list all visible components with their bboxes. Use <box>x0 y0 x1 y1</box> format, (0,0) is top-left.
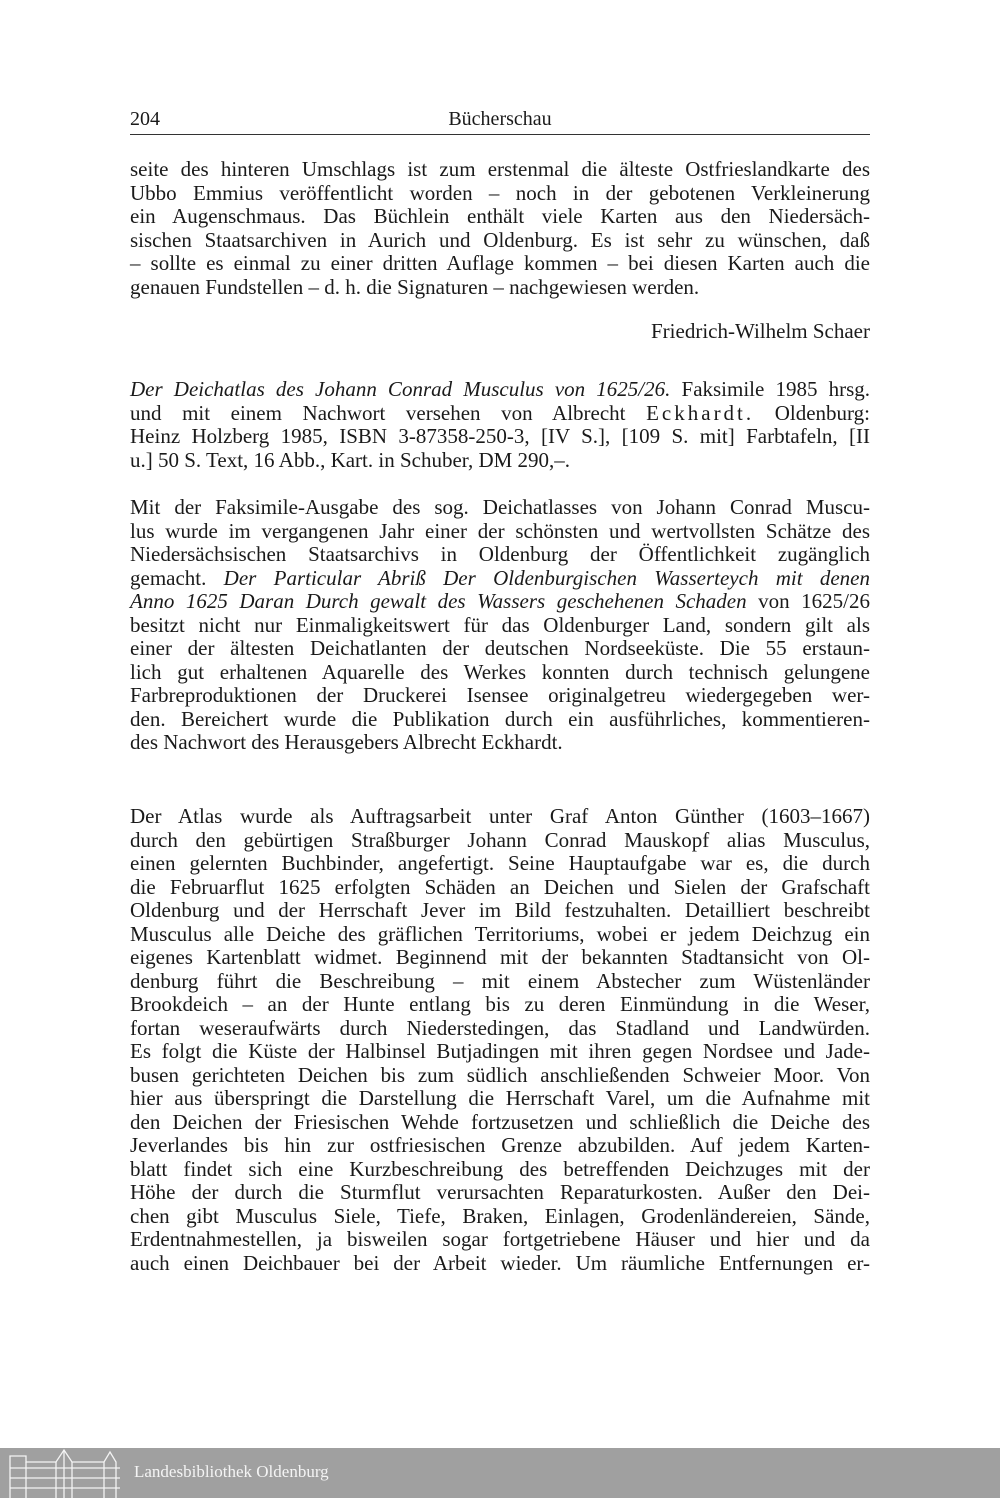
text-segment: Musculus alle Deiche des gräflichen Territoriums, wobei er jedem Deichzug ein <box>130 921 870 946</box>
text-line <box>130 590 870 614</box>
italic-title-text: Anno 1625 Daran Durch gewalt des Wassers geschehenen Schaden <box>130 589 747 613</box>
italic-title-text: Der Particular Abriß Der Oldenburgischen Wasserteych mit denen <box>223 565 870 590</box>
text-segment: Farbreproduktionen der Druckerei Isensee originalgetreu wiedergegeben wer- <box>130 683 870 707</box>
text-line <box>130 1134 870 1158</box>
text-line <box>130 970 870 994</box>
text-segment: Oldenburg: <box>754 400 870 425</box>
text-line <box>130 229 870 253</box>
text-line <box>130 708 870 732</box>
text-segment: Mit der Faksimile-Ausgabe des sog. Deichatlasses von Johann Conrad Muscu- <box>130 495 870 519</box>
text-line <box>130 402 870 426</box>
text-segment: Erdentnahmestellen, ja bisweilen sogar fortgetriebene Häuser und hier und da <box>130 1227 870 1251</box>
paragraph-intro <box>130 496 870 755</box>
text-segment: Oldenburg und der Herrschaft Jever im Bild festzuhalten. Detailliert beschreibt <box>130 898 870 922</box>
text-segment: hier aus überspringt die Darstellung die Herrschaft Varel, um die Aufnahme mit <box>130 1086 870 1110</box>
text-line <box>130 1040 870 1064</box>
text-segment: fortan weseraufwärts durch Niederstedingen, das Stadland und Landwürden. <box>130 1015 870 1040</box>
text-line <box>130 1111 870 1135</box>
text-segment: den Deichen der Friesischen Wehde fortzusetzen und schließlich die Deiche des <box>130 1109 870 1134</box>
text-line <box>130 993 870 1017</box>
text-line <box>130 182 870 206</box>
text-line <box>130 252 870 276</box>
text-line <box>130 1064 870 1088</box>
text-line <box>130 899 870 923</box>
text-segment: Der Atlas wurde als Auftragsarbeit unter Graf Anton Günther (1603–1667) <box>130 804 870 828</box>
paragraph-atlas-description <box>130 805 870 1275</box>
text-segment: Höhe der durch die Sturmflut verursachten Reparaturkosten. Außer den Dei- <box>130 1180 870 1204</box>
library-building-logo <box>6 1448 124 1498</box>
text-segment: busen gerichteten Deichen bis zum südlich anschließenden Schweier Moor. Von <box>130 1062 870 1087</box>
text-segment: ein Augenschmaus. Das Büchlein enthält viele Karten aus den Niedersäch- <box>130 204 870 228</box>
text-segment: gemacht. <box>130 565 224 590</box>
text-line <box>130 520 870 544</box>
text-line <box>130 876 870 900</box>
text-line <box>130 684 870 708</box>
running-header <box>130 106 870 135</box>
text-line <box>130 1181 870 1205</box>
text-segment: seite des hinteren Umschlags ist zum erstenmal die älteste Ostfrieslandkarte des <box>130 157 870 181</box>
text-segment: einen gelernten Buchbinder, angefertigt. Seine Hauptaufgabe war es, die durch <box>130 851 870 875</box>
text-segment: Faksimile 1985 hrsg. <box>670 377 870 401</box>
text-segment: Niedersächsischen Staatsarchivs in Oldenburg der Öffentlichkeit zugänglich <box>130 542 870 566</box>
text-segment: einer der ältesten Deichatlanten der deutschen Nordseeküste. Die 55 erstaun- <box>130 636 870 660</box>
text-segment: von 1625/26 <box>746 589 871 613</box>
text-segment: Heinz Holzberg 1985, ISBN 3-87358-250-3, [IV S.], [109 S. mit] Farbtafeln, [II <box>130 424 870 448</box>
running-title: Bücherschau <box>448 108 552 130</box>
text-segment: Jeverlandes bis hin zur ostfriesischen Grenze abzubilden. Auf jedem Karten- <box>130 1133 870 1157</box>
text-line <box>130 852 870 876</box>
text-line <box>130 661 870 685</box>
text-segment: u.] 50 S. Text, 16 Abb., Kart. in Schuber, DM 290,–. <box>130 447 571 472</box>
text-segment: Ubbo Emmius veröffentlicht worden – noch in der gebotenen Verkleinerung <box>130 180 870 205</box>
text-line <box>130 320 870 344</box>
text-line <box>130 378 870 402</box>
text-segment: eigenes Kartenblatt widmet. Beginnend mit der bekannten Stadtansicht von Ol- <box>130 945 870 969</box>
text-segment: denburg führt die Beschreibung – mit einem Abstecher zum Wüstenländer <box>130 968 870 993</box>
text-segment: Brookdeich – an der Hunte entlang bis zu deren Einmündung in die Weser, <box>130 992 870 1016</box>
text-line <box>130 205 870 229</box>
text-line <box>130 829 870 853</box>
text-line <box>130 567 870 591</box>
text-line <box>130 946 870 970</box>
text-segment: Friedrich-Wilhelm Schaer <box>651 319 870 343</box>
text-segment: lich gut erhaltenen Aquarelle des Werkes konnten durch technisch gelungene <box>130 659 870 684</box>
text-segment: und mit einem Nachwort versehen von Albrecht <box>130 400 647 425</box>
text-segment: besitzt nicht nur Einmaligkeitswert für das Oldenburger Land, sondern gilt als <box>130 612 870 637</box>
text-line <box>130 637 870 661</box>
text-line <box>130 805 870 829</box>
text-line <box>130 1228 870 1252</box>
text-line <box>130 543 870 567</box>
spaced-author-name: Eckhardt. <box>646 400 755 425</box>
page-number: 204 <box>130 108 160 130</box>
text-segment: auch einen Deichbauer bei der Arbeit wieder. Um räumliche Entfernungen er- <box>130 1250 870 1275</box>
text-line <box>130 1158 870 1182</box>
text-line <box>130 923 870 947</box>
text-segment: genauen Fundstellen – d. h. die Signaturen – nachgewiesen werden. <box>130 274 700 299</box>
bibliographic-reference <box>130 378 870 472</box>
text-line <box>130 1017 870 1041</box>
text-line <box>130 731 870 755</box>
text-line <box>130 614 870 638</box>
text-line <box>130 449 870 473</box>
italic-title-text: Der Deichatlas des Johann Conrad Musculus von 1625/26. <box>130 377 671 401</box>
paragraph-review-ending <box>130 158 870 299</box>
text-segment: des Nachwort des Herausgebers Albrecht Eckhardt. <box>130 730 563 754</box>
text-line <box>130 1205 870 1229</box>
reviewer-signature <box>130 320 870 344</box>
text-line <box>130 158 870 182</box>
text-segment: durch den gebürtigen Straßburger Johann Conrad Mauskopf alias Musculus, <box>130 827 870 852</box>
text-segment: chen gibt Musculus Siele, Tiefe, Braken, Einlagen, Grodenländereien, Sände, <box>130 1203 870 1228</box>
text-line <box>130 425 870 449</box>
text-segment: Es folgt die Küste der Halbinsel Butjadingen mit ihren gegen Nordsee und Jade- <box>130 1039 870 1063</box>
text-segment: sischen Staatsarchiven in Aurich und Oldenburg. Es ist sehr zu wünschen, daß <box>130 227 870 252</box>
text-segment: blatt findet sich eine Kurzbeschreibung des betreffenden Deichzuges mit der <box>130 1156 870 1181</box>
text-segment: die Februarflut 1625 erfolgten Schäden an Deichen und Sielen der Grafschaft <box>130 874 870 899</box>
text-line <box>130 1087 870 1111</box>
text-line <box>130 276 870 300</box>
library-footer-bar <box>0 1448 1000 1498</box>
library-name: Landesbibliothek Oldenburg <box>134 1462 329 1481</box>
text-segment: lus wurde im vergangenen Jahr einer der schönsten und wertvollsten Schätze des <box>130 518 870 543</box>
text-line <box>130 1252 870 1276</box>
text-line <box>130 496 870 520</box>
text-segment: den. Bereichert wurde die Publikation durch ein ausführliches, kommentieren- <box>130 706 870 731</box>
text-segment: – sollte es einmal zu einer dritten Auflage kommen – bei diesen Karten auch die <box>130 251 870 275</box>
